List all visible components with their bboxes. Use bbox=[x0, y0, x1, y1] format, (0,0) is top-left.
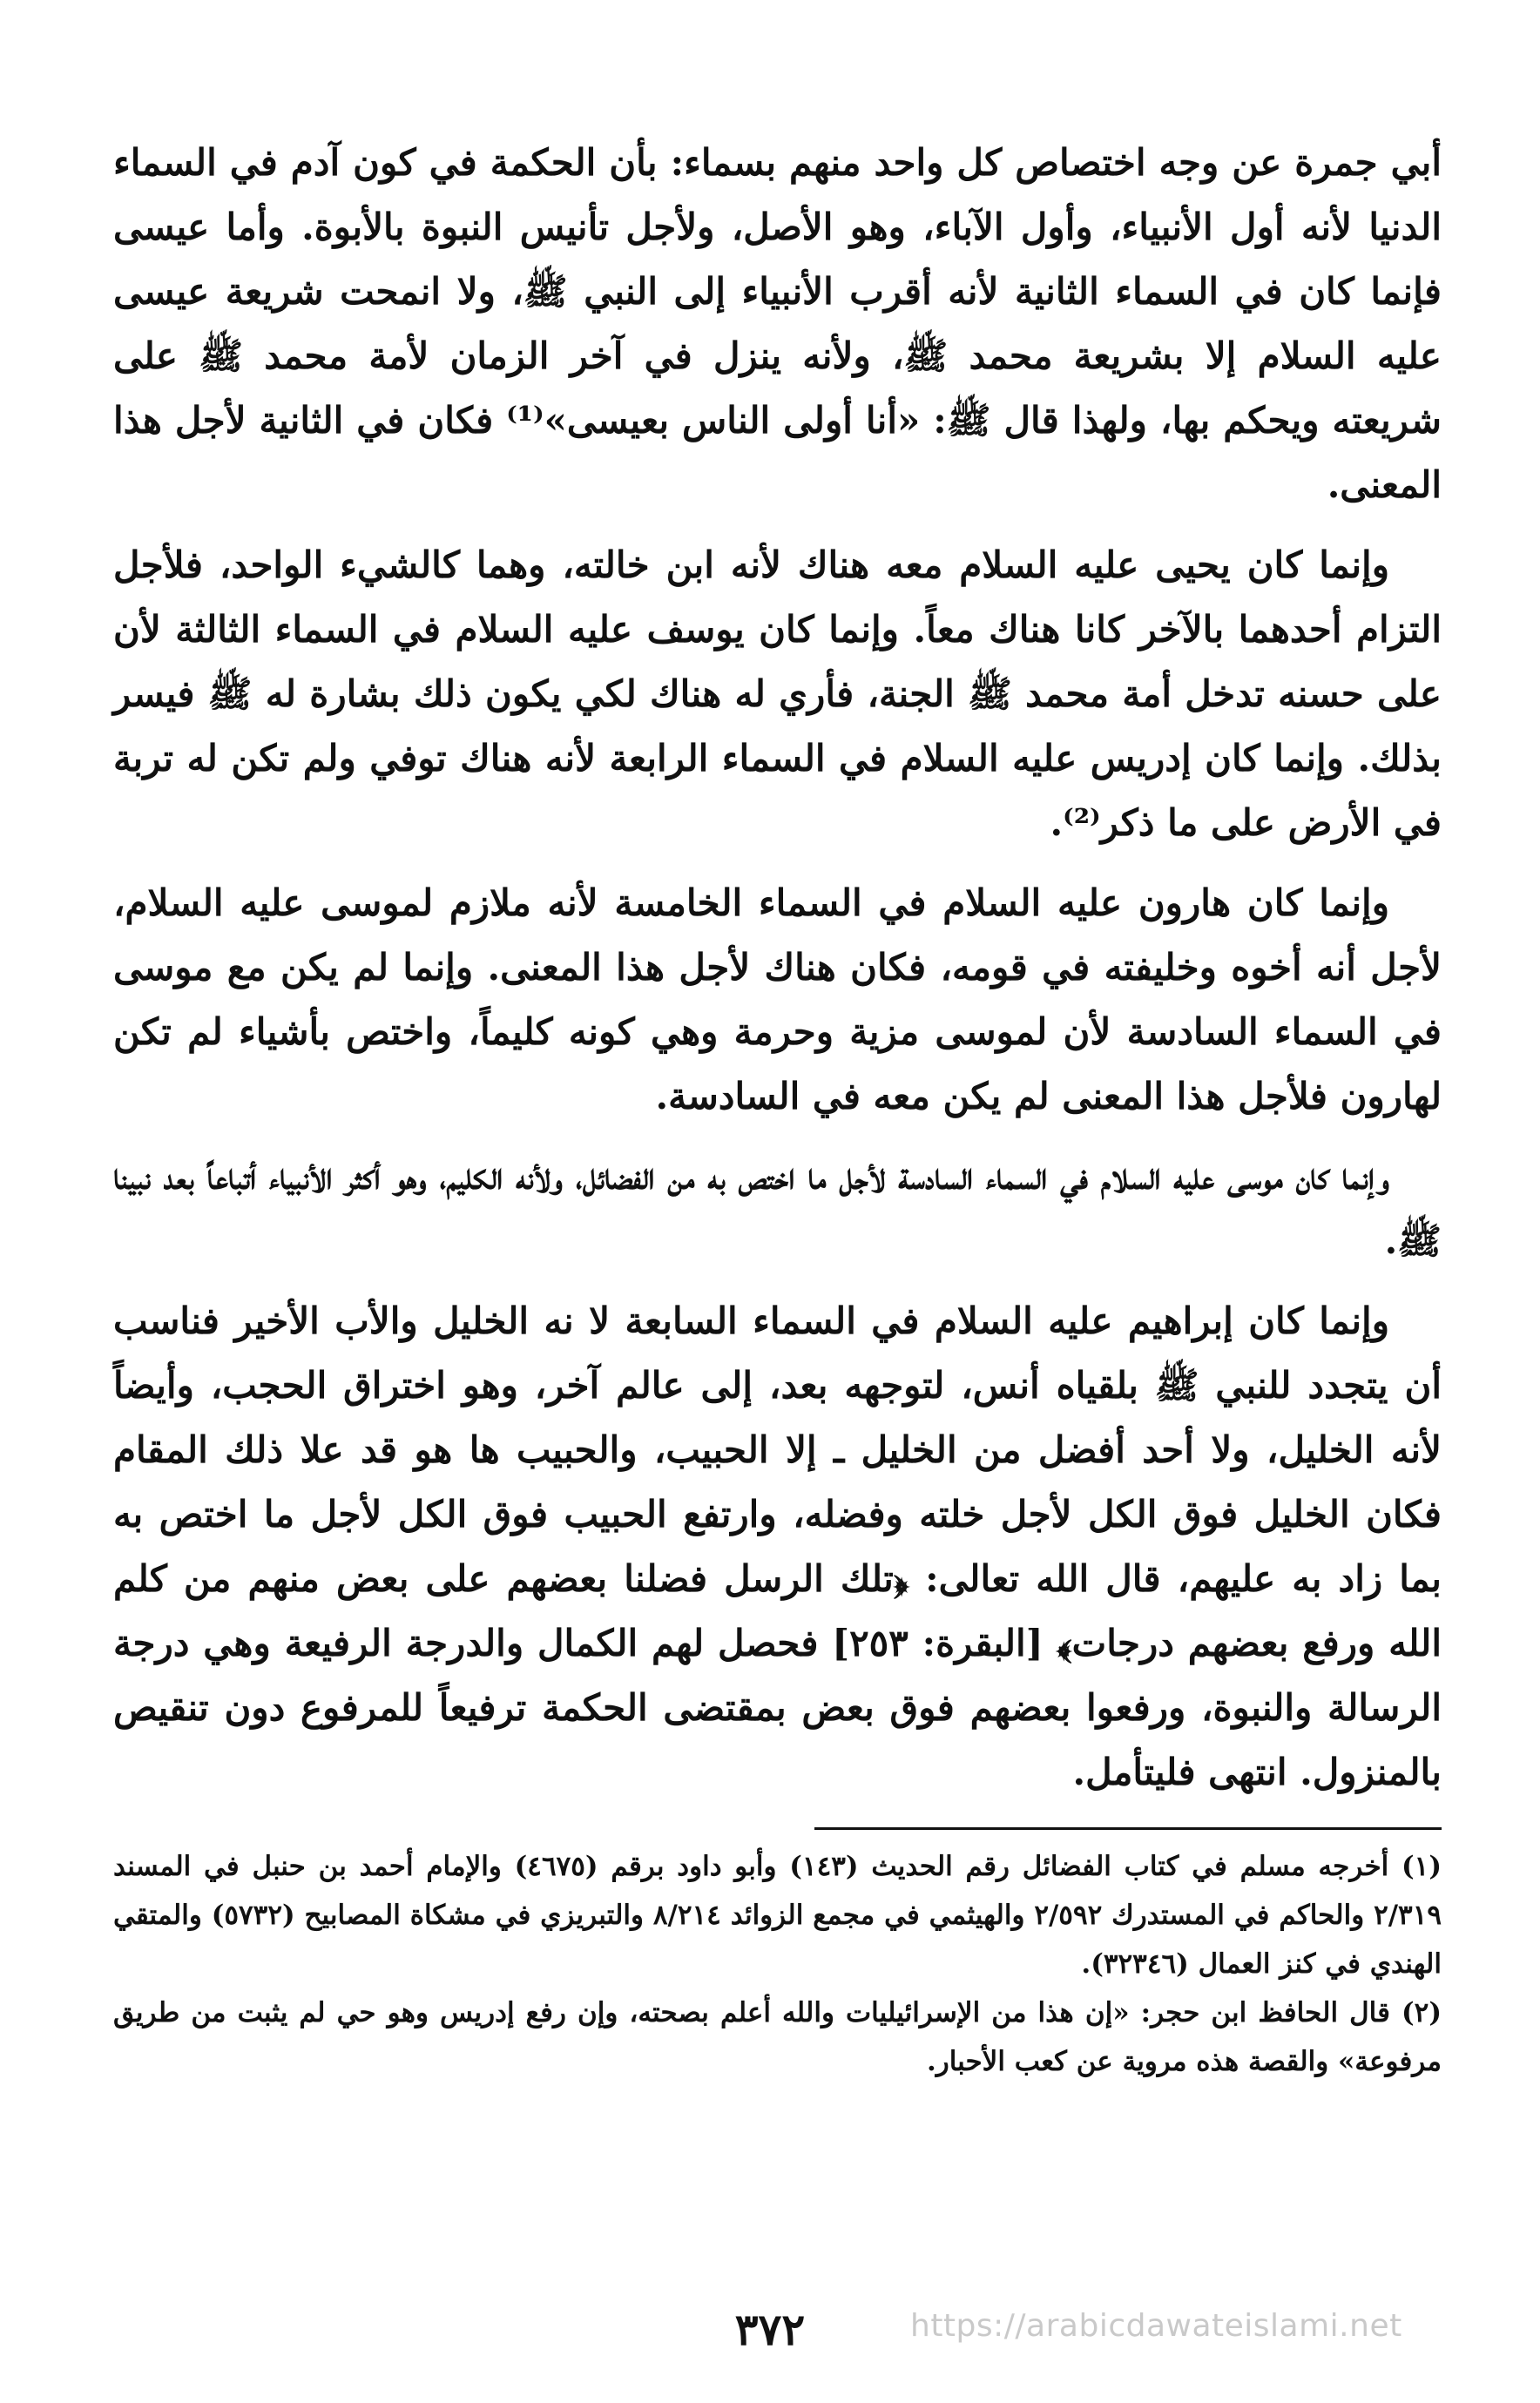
footnote-2: (٢) قال الحافظ ابن حجر: «إن هذا من الإسرائيليات والله أعلم بصحته، وإن رفع إدريس وهو حي لم يثبت من طريق مرفوعة» والقصة هذه مروية عن كعب الأحبار. bbox=[113, 1997, 1442, 2077]
main-text bbox=[113, 131, 1442, 1805]
paragraph-4: وإنما كان موسى عليه السلام في السماء السادسة لأجل ما اختص به من الفضائل، ولأنه الكليم، وهو أكثر الأنبياء أتباعاً بعد نبينا ﷺ. bbox=[113, 1155, 1442, 1262]
page-number: ٣٧٢ bbox=[734, 2304, 806, 2355]
footnote-divider bbox=[814, 1827, 1442, 1830]
paragraph-2: وإنما كان يحيى عليه السلام معه هناك لأنه ابن خالته، وهما كالشيء الواحد، فلأجل التزام أحدهما بالآخر كانا هناك معاً. وإنما كان يوسف عليه السلام في السماء الثالثة لأن على حسنه تدخل أمة محمد ﷺ الجنة، فأري له هناك لكي يكون ذلك بشارة له ﷺ فيسر بذلك. وإنما كان إدريس عليه السلام في السماء الرابعة لأنه هناك توفي ولم تكن له تربة في الأرض على ما ذكر⁽²⁾. bbox=[113, 543, 1442, 844]
paragraph-1: أبي جمرة عن وجه اختصاص كل واحد منهم بسماء: بأن الحكمة في كون آدم في السماء الدنيا لأنه أول الأنبياء، وأول الآباء، وهو الأصل، ولأجل تأنيس النبوة بالأبوة. وأما عيسى فإنما كان في السماء الثانية لأنه أقرب الأنبياء إلى النبي ﷺ، ولا انمحت شريعة عيسى عليه السلام إلا بشريعة محمد ﷺ، ولأنه ينزل في آخر الزمان لأمة محمد ﷺ على شريعته ويحكم بها، ولهذا قال ﷺ: «أنا أولى الناس بعيسى»⁽¹⁾ فكان في الثانية لأجل هذا المعنى. bbox=[113, 141, 1442, 506]
paragraph-3: وإنما كان هارون عليه السلام في السماء الخامسة لأنه ملازم لموسى عليه السلام، لأجل أنه أخوه وخليفته في قومه، فكان هناك لأجل هذا المعنى. وإنما لم يكن مع موسى في السماء السادسة لأن لموسى مزية وحرمة وهي كونه كليماً، واختص بأشياء لم تكن لهارون فلأجل هذا المعنى لم يكن معه في السادسة. bbox=[113, 881, 1442, 1117]
paragraph-5: وإنما كان إبراهيم عليه السلام في السماء السابعة لا نه الخليل والأب الأخير فناسب أن يتجدد للنبي ﷺ بلقياه أنس، لتوجهه بعد، إلى عالم آخر، وهو اختراق الحجب، وأيضاً لأنه الخليل، ولا أحد أفضل من الخليل ـ إلا الحبيب، والحبيب ها هو قد علا ذلك المقام فكان الخليل فوق الكل لأجل خلته وفضله، وارتفع الحبيب فوق الكل لأجل ما اختص به بما زاد به عليهم، قال الله تعالى: ﴿تلك الرسل فضلنا بعضهم على بعض منهم من كلم الله ورفع بعضهم درجات﴾ [البقرة: ٢٥٣] فحصل لهم الكمال والدرجة الرفيعة وهي درجة الرسالة والنبوة، ورفعوا بعضهم فوق بعض بمقتضى الحكمة ترفيعاً للمرفوع دون تنقيص بالمنزول. انتهى فليتأمل. bbox=[113, 1299, 1442, 1793]
footnotes bbox=[113, 1842, 1442, 2086]
watermark-url: https://arabicdawateislami.net bbox=[910, 2308, 1402, 2344]
book-page bbox=[113, 131, 1442, 2086]
footnote-1: (١) أخرجه مسلم في كتاب الفضائل رقم الحديث (١٤٣) وأبو داود برقم (٤٦٧٥) والإمام أحمد بن حنبل في المسند ٢/٣١٩ والحاكم في المستدرك ٢/٥٩٢ والهيثمي في مجمع الزوائد ٨/٢١٤ والتبريزي في مشكاة المصابيح (٥٧٣٢) والمتقي الهندي في كنز العمال (٣٢٣٤٦). bbox=[113, 1851, 1442, 1980]
